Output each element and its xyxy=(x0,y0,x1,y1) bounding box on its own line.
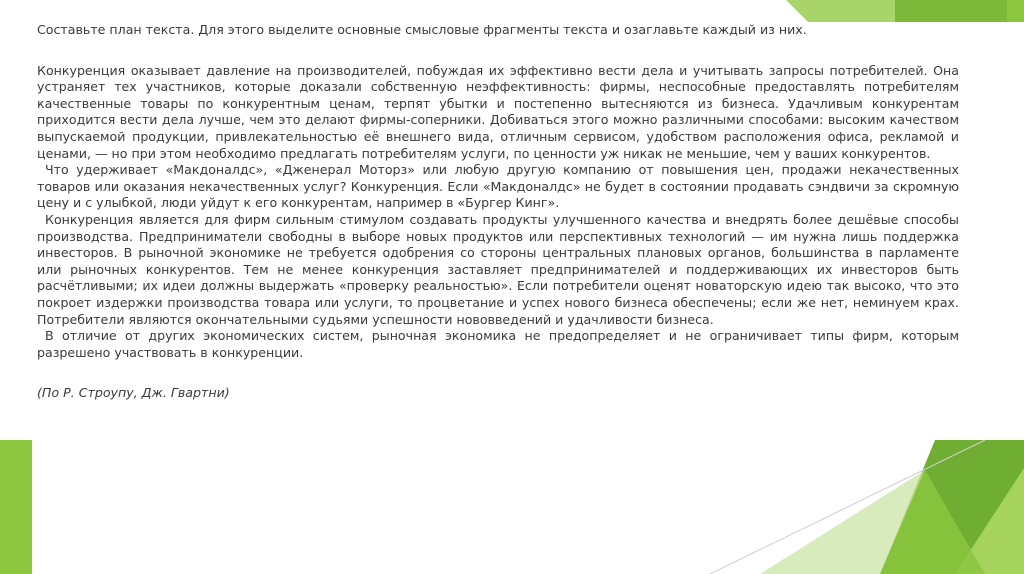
bottom-right-triangle-light xyxy=(955,468,1024,574)
bottom-right-triangle-dark xyxy=(880,440,1024,574)
paragraph-3: Конкуренция является для фирм сильным стимулом создавать продукты улучшенного качества и внедрять более дешёвые способы производства. Предприниматели свободны в выборе новых продуктов или перспективных технологий — им нужна лишь поддержка инвесторов. В рыночной экономике не требуется одобрения со стороны центральных плановых органов, большинства в парламенте или рыночных конкурентов. Тем не менее конкуренция заставляет предпринимателей и поддерживающих их инвесторов быть расчётливыми; их идеи должны выдержать «проверку реальностью». Если потребители оценят новаторскую идею так высоко, что это покроет издержки производства товара или услуги, то процветание и успех нового бизнеса обеспечены; если же нет, неминуем крах. Потребители являются окончательными судьями успешности нововведений и удачливости бизнеса. xyxy=(37,211,959,327)
paragraph-1: Конкуренция оказывает давление на производителей, побуждая их эффективно вести дела и учитывать запросы потребителей. Она устраняет тех участников, которые доказали собственную неэффективность: фирмы, неспособные предоставлять потребителям качественные товары по конкурентным ценам, терпят убытки и постепенно вытесняются из бизнеса. Удачливым конкурентам приходится вести дела лучше, чем это делают фирмы-соперники. Добиваться этого можно различными способами: высоким качеством выпускаемой продукции, привлекательностью её внешнего вида, отличным сервисом, удобством расположения офиса, рекламой и ценами, — но при этом необходимо предлагать потребителям услуги, по ценности уж никак не меньшие, чем у ваших конкурентов. xyxy=(37,62,959,161)
top-green-bar-right xyxy=(1007,0,1024,22)
paragraph-4: В отличие от других экономических систем, рыночная экономика не предопределяет и не ограничивает типы фирм, которым разрешено участвовать в конкуренции. xyxy=(37,328,959,360)
top-green-bar xyxy=(895,0,1007,22)
bottom-right-triangle-mid xyxy=(880,470,985,574)
document-body xyxy=(37,22,959,414)
decorative-thin-line xyxy=(710,440,985,574)
task-instruction: Составьте план текста. Для этого выделите основные смысловые фрагменты текста и озаглавьте каждый из них. xyxy=(37,22,807,37)
source-citation: (По Р. Строупу, Дж. Гвартни) xyxy=(37,385,230,401)
left-green-bar xyxy=(0,440,32,574)
paragraph-2: Что удерживает «Макдоналдс», «Дженерал Моторз» или любую другую компанию от повышения цен, продажи некачественных товаров или оказания некачественных услуг? Конкуренция. Если «Макдоналдс» не будет в состоянии продавать сэндвичи за скромную цену и с улыбкой, люди уйдут к его конкурентам, например в «Бургер Кинг». xyxy=(37,162,959,211)
bottom-right-triangle-pale xyxy=(760,470,925,574)
top-green-shape-light xyxy=(786,0,1024,22)
